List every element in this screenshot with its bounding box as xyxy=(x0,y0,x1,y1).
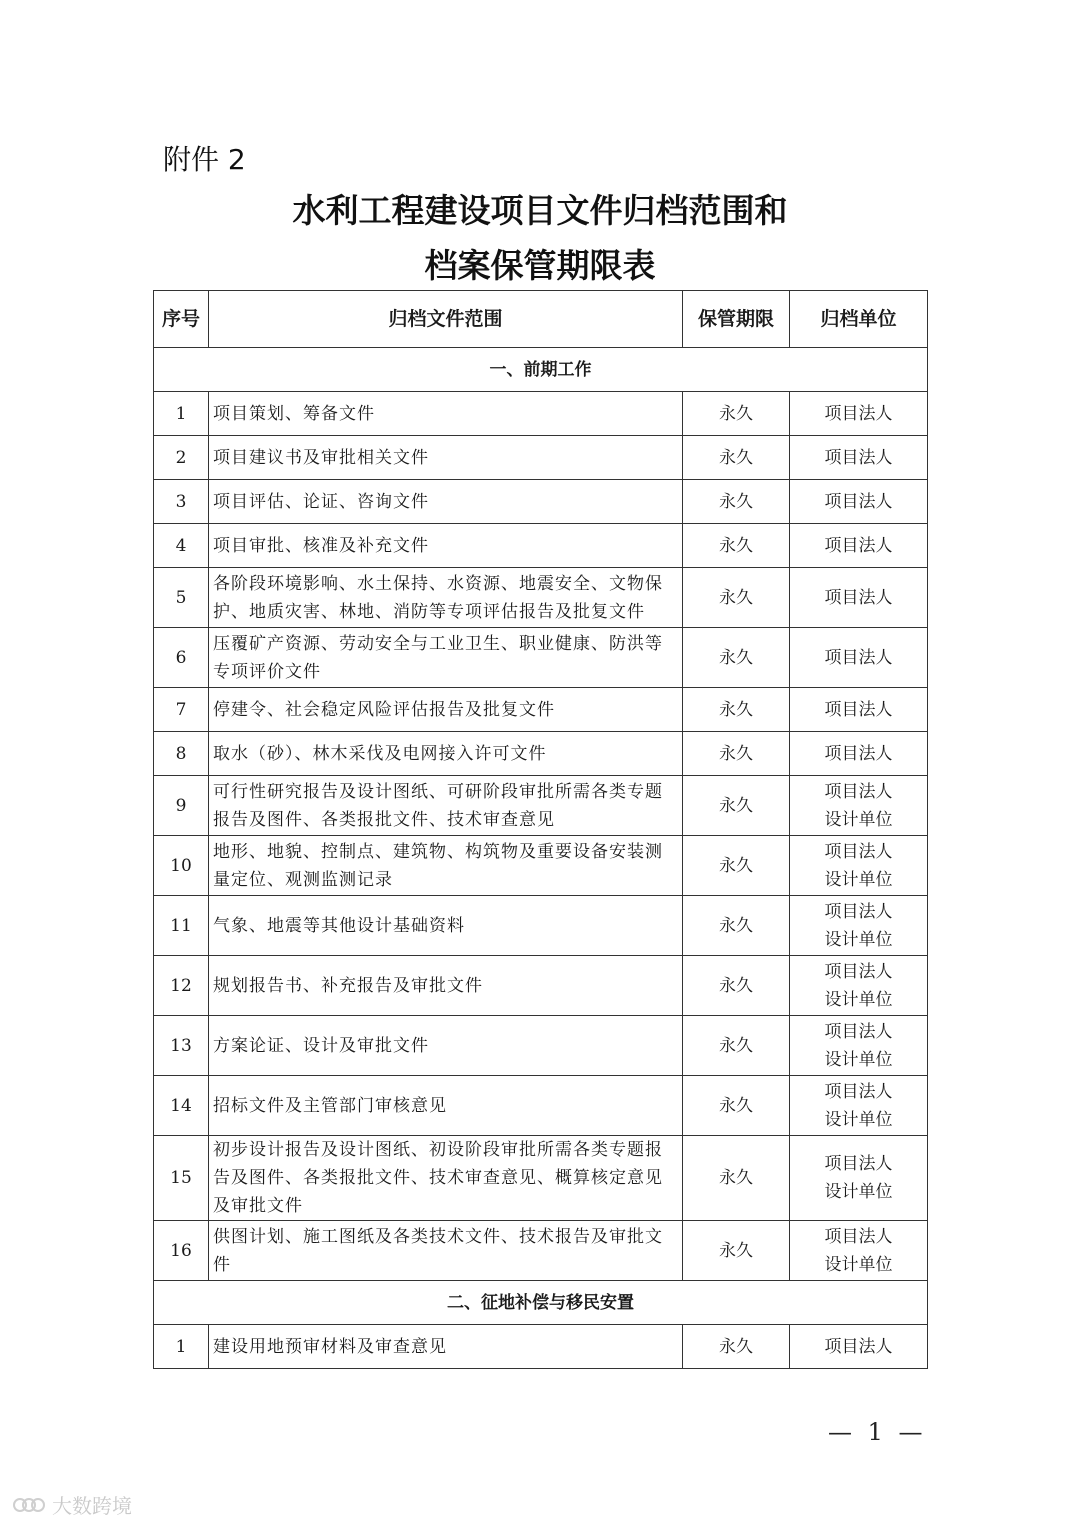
row-scope: 项目策划、筹备文件 xyxy=(209,392,683,436)
row-period: 永久 xyxy=(683,524,790,568)
table-row xyxy=(154,1016,928,1076)
table-row xyxy=(154,732,928,776)
row-period: 永久 xyxy=(683,956,790,1016)
row-unit-line: 项目法人 xyxy=(824,587,893,608)
row-scope: 项目评估、论证、咨询文件 xyxy=(209,480,683,524)
row-period: 永久 xyxy=(683,688,790,732)
row-period: 永久 xyxy=(683,436,790,480)
row-unit-line: 设计单位 xyxy=(824,869,893,890)
row-scope: 招标文件及主管部门审核意见 xyxy=(209,1076,683,1136)
row-unit xyxy=(790,688,928,732)
row-number: 12 xyxy=(154,956,209,1016)
row-unit-line: 项目法人 xyxy=(824,1226,893,1247)
row-unit-line: 项目法人 xyxy=(824,743,893,764)
table-body xyxy=(154,348,928,1369)
row-scope: 地形、地貌、控制点、建筑物、构筑物及重要设备安装测量定位、观测监测记录 xyxy=(209,836,683,896)
row-unit xyxy=(790,480,928,524)
table-row xyxy=(154,956,928,1016)
row-unit-line: 设计单位 xyxy=(824,1254,893,1275)
table-row xyxy=(154,1325,928,1369)
row-scope: 供图计划、施工图纸及各类技术文件、技术报告及审批文件 xyxy=(209,1221,683,1281)
row-unit-line: 项目法人 xyxy=(824,647,893,668)
document-title-line-1: 水利工程建设项目文件归档范围和 xyxy=(292,191,788,230)
row-number: 3 xyxy=(154,480,209,524)
row-unit-line: 项目法人 xyxy=(824,535,893,556)
row-unit-line: 项目法人 xyxy=(824,841,893,862)
table-row xyxy=(154,480,928,524)
row-period: 永久 xyxy=(683,836,790,896)
table-row xyxy=(154,524,928,568)
table-row xyxy=(154,628,928,688)
row-unit xyxy=(790,392,928,436)
section-title: 一、前期工作 xyxy=(154,348,928,392)
table-row xyxy=(154,776,928,836)
row-number: 7 xyxy=(154,688,209,732)
row-number: 10 xyxy=(154,836,209,896)
row-unit-line: 项目法人 xyxy=(824,901,893,922)
table-header-row xyxy=(154,291,928,348)
row-number: 15 xyxy=(154,1136,209,1221)
section-row xyxy=(154,348,928,392)
row-number: 16 xyxy=(154,1221,209,1281)
row-unit-line: 项目法人 xyxy=(824,781,893,802)
attachment-label: 附件 2 xyxy=(163,143,246,176)
row-scope: 规划报告书、补充报告及审批文件 xyxy=(209,956,683,1016)
row-unit xyxy=(790,1076,928,1136)
row-unit xyxy=(790,1221,928,1281)
row-scope: 可行性研究报告及设计图纸、可研阶段审批所需各类专题报告及图件、各类报批文件、技术审查意见 xyxy=(209,776,683,836)
row-scope: 停建令、社会稳定风险评估报告及批复文件 xyxy=(209,688,683,732)
row-scope: 各阶段环境影响、水土保持、水资源、地震安全、文物保护、地质灾害、林地、消防等专项评估报告及批复文件 xyxy=(209,568,683,628)
row-unit-line: 项目法人 xyxy=(824,491,893,512)
row-unit xyxy=(790,836,928,896)
row-scope: 项目建议书及审批相关文件 xyxy=(209,436,683,480)
table-row xyxy=(154,392,928,436)
row-unit-line: 设计单位 xyxy=(824,989,893,1010)
row-period: 永久 xyxy=(683,1076,790,1136)
row-period: 永久 xyxy=(683,732,790,776)
row-unit-line: 项目法人 xyxy=(824,403,893,424)
row-number: 11 xyxy=(154,896,209,956)
row-number: 2 xyxy=(154,436,209,480)
row-period: 永久 xyxy=(683,480,790,524)
row-period: 永久 xyxy=(683,1016,790,1076)
row-unit xyxy=(790,628,928,688)
table-row xyxy=(154,1136,928,1221)
row-period: 永久 xyxy=(683,1221,790,1281)
row-unit-line: 项目法人 xyxy=(824,699,893,720)
table-row xyxy=(154,568,928,628)
row-unit xyxy=(790,1325,928,1369)
table-row xyxy=(154,836,928,896)
row-scope: 取水（砂）、林木采伐及电网接入许可文件 xyxy=(209,732,683,776)
table-row xyxy=(154,688,928,732)
table-row xyxy=(154,1076,928,1136)
row-scope: 项目审批、核准及补充文件 xyxy=(209,524,683,568)
header-seq: 序号 xyxy=(154,291,209,348)
row-unit-line: 设计单位 xyxy=(824,929,893,950)
row-number: 8 xyxy=(154,732,209,776)
row-period: 永久 xyxy=(683,628,790,688)
row-scope: 压覆矿产资源、劳动安全与工业卫生、职业健康、防洪等专项评价文件 xyxy=(209,628,683,688)
row-unit xyxy=(790,776,928,836)
row-scope: 建设用地预审材料及审查意见 xyxy=(209,1325,683,1369)
section-title: 二、征地补偿与移民安置 xyxy=(154,1281,928,1325)
row-period: 永久 xyxy=(683,392,790,436)
row-period: 永久 xyxy=(683,1136,790,1221)
document-title-line-2: 档案保管期限表 xyxy=(424,246,656,285)
row-number: 14 xyxy=(154,1076,209,1136)
row-unit-line: 项目法人 xyxy=(824,1081,893,1102)
row-unit xyxy=(790,568,928,628)
section-row xyxy=(154,1281,928,1325)
row-unit-line: 项目法人 xyxy=(824,447,893,468)
header-scope: 归档文件范围 xyxy=(209,291,683,348)
table-row xyxy=(154,896,928,956)
row-unit xyxy=(790,1016,928,1076)
row-scope: 初步设计报告及设计图纸、初设阶段审批所需各类专题报告及图件、各类报批文件、技术审查意见、概算核定意见及审批文件 xyxy=(209,1136,683,1221)
row-period: 永久 xyxy=(683,896,790,956)
page-number: — 1 — xyxy=(828,1418,927,1446)
watermark-text: 大数跨境 xyxy=(52,1494,132,1518)
row-number: 4 xyxy=(154,524,209,568)
row-period: 永久 xyxy=(683,776,790,836)
row-period: 永久 xyxy=(683,568,790,628)
row-number: 6 xyxy=(154,628,209,688)
row-unit-line: 设计单位 xyxy=(824,1109,893,1130)
row-unit-line: 设计单位 xyxy=(824,1049,893,1070)
table-row xyxy=(154,1221,928,1281)
row-number: 13 xyxy=(154,1016,209,1076)
row-unit-line: 设计单位 xyxy=(824,1182,893,1202)
row-unit xyxy=(790,732,928,776)
header-period: 保管期限 xyxy=(683,291,790,348)
row-scope: 方案论证、设计及审批文件 xyxy=(209,1016,683,1076)
row-unit-line: 项目法人 xyxy=(824,1021,893,1042)
row-scope: 气象、地震等其他设计基础资料 xyxy=(209,896,683,956)
row-number: 1 xyxy=(154,392,209,436)
row-unit xyxy=(790,1136,928,1221)
row-period: 永久 xyxy=(683,1325,790,1369)
watermark-logo-icon xyxy=(12,1495,46,1515)
header-unit: 归档单位 xyxy=(790,291,928,348)
row-unit-line: 设计单位 xyxy=(824,809,893,830)
archive-retention-table xyxy=(153,290,928,1369)
row-unit xyxy=(790,436,928,480)
row-unit xyxy=(790,896,928,956)
row-unit xyxy=(790,956,928,1016)
row-unit xyxy=(790,524,928,568)
table-row xyxy=(154,436,928,480)
row-number: 1 xyxy=(154,1325,209,1369)
row-unit-line: 项目法人 xyxy=(824,1154,893,1174)
row-unit-line: 项目法人 xyxy=(824,1336,893,1357)
watermark xyxy=(12,1490,132,1519)
row-number: 9 xyxy=(154,776,209,836)
row-number: 5 xyxy=(154,568,209,628)
row-unit-line: 项目法人 xyxy=(824,961,893,982)
